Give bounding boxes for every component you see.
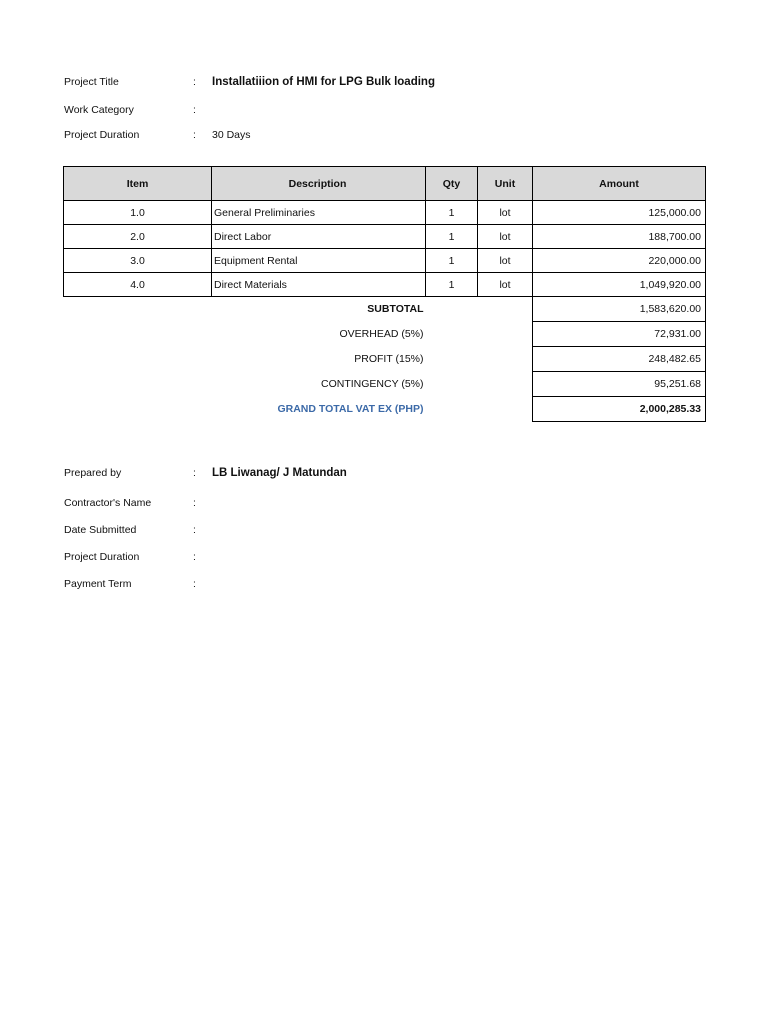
description-cell: Equipment Rental (212, 249, 426, 273)
unit-cell: lot (478, 273, 533, 297)
table-row (64, 249, 706, 273)
column-header-item: Item (64, 167, 212, 201)
qty-cell: 1 (426, 249, 478, 273)
cost-table (63, 166, 706, 422)
column-header-amount: Amount (533, 167, 706, 201)
subtotal-amount: 1,583,620.00 (533, 297, 706, 322)
item-cell: 2.0 (64, 225, 212, 249)
colon: : (193, 129, 196, 141)
amount-cell: 125,000.00 (533, 201, 706, 225)
subtotal-label: SUBTOTAL (367, 303, 424, 316)
unit-cell: lot (478, 225, 533, 249)
colon: : (193, 497, 196, 509)
grand-total-label: GRAND TOTAL VAT EX (PHP) (277, 403, 424, 415)
project-title-value: Installatiiion of HMI for LPG Bulk loading (212, 76, 435, 88)
overhead-row (64, 322, 706, 347)
date-submitted-label: Date Submitted (64, 524, 137, 536)
profit-label: PROFIT (15%) (354, 353, 424, 365)
item-cell: 4.0 (64, 273, 212, 297)
description-cell: Direct Materials (212, 273, 426, 297)
qty-cell: 1 (426, 225, 478, 249)
amount-cell: 188,700.00 (533, 225, 706, 249)
prepared-by-label: Prepared by (64, 467, 122, 479)
description-cell: General Preliminaries (212, 201, 426, 225)
work-category-label: Work Category (64, 104, 134, 116)
profit-row (64, 347, 706, 372)
amount-cell: 220,000.00 (533, 249, 706, 273)
contingency-label: CONTINGENCY (5%) (321, 378, 424, 390)
amount-cell: 1,049,920.00 (533, 273, 706, 297)
colon: : (193, 104, 196, 116)
colon: : (193, 524, 196, 536)
footer-project-duration-label: Project Duration (64, 551, 140, 563)
qty-cell: 1 (426, 201, 478, 225)
project-title-label: Project Title (64, 76, 119, 88)
payment-term-label: Payment Term (64, 578, 132, 590)
item-cell: 3.0 (64, 249, 212, 273)
table-header-row (64, 167, 706, 201)
prepared-by-value: LB Liwanag/ J Matundan (212, 467, 347, 479)
colon: : (193, 578, 196, 590)
unit-cell: lot (478, 249, 533, 273)
profit-amount: 248,482.65 (533, 347, 706, 372)
contractor-label: Contractor's Name (64, 497, 152, 509)
overhead-label: OVERHEAD (5%) (339, 328, 424, 340)
table-row (64, 225, 706, 249)
contingency-row (64, 372, 706, 397)
table-row (64, 273, 706, 297)
table-row (64, 201, 706, 225)
overhead-amount: 72,931.00 (533, 322, 706, 347)
grand-total-row (64, 397, 706, 422)
subtotal-row (64, 297, 706, 322)
column-header-description: Description (212, 167, 426, 201)
grand-total-amount: 2,000,285.33 (533, 397, 706, 422)
unit-cell: lot (478, 201, 533, 225)
colon: : (193, 467, 196, 479)
project-duration-label: Project Duration (64, 129, 140, 141)
project-duration-value: 30 Days (212, 129, 251, 141)
colon: : (193, 551, 196, 563)
description-cell: Direct Labor (212, 225, 426, 249)
column-header-unit: Unit (478, 167, 533, 201)
column-header-qty: Qty (426, 167, 478, 201)
contingency-amount: 95,251.68 (533, 372, 706, 397)
item-cell: 1.0 (64, 201, 212, 225)
colon: : (193, 76, 196, 88)
qty-cell: 1 (426, 273, 478, 297)
